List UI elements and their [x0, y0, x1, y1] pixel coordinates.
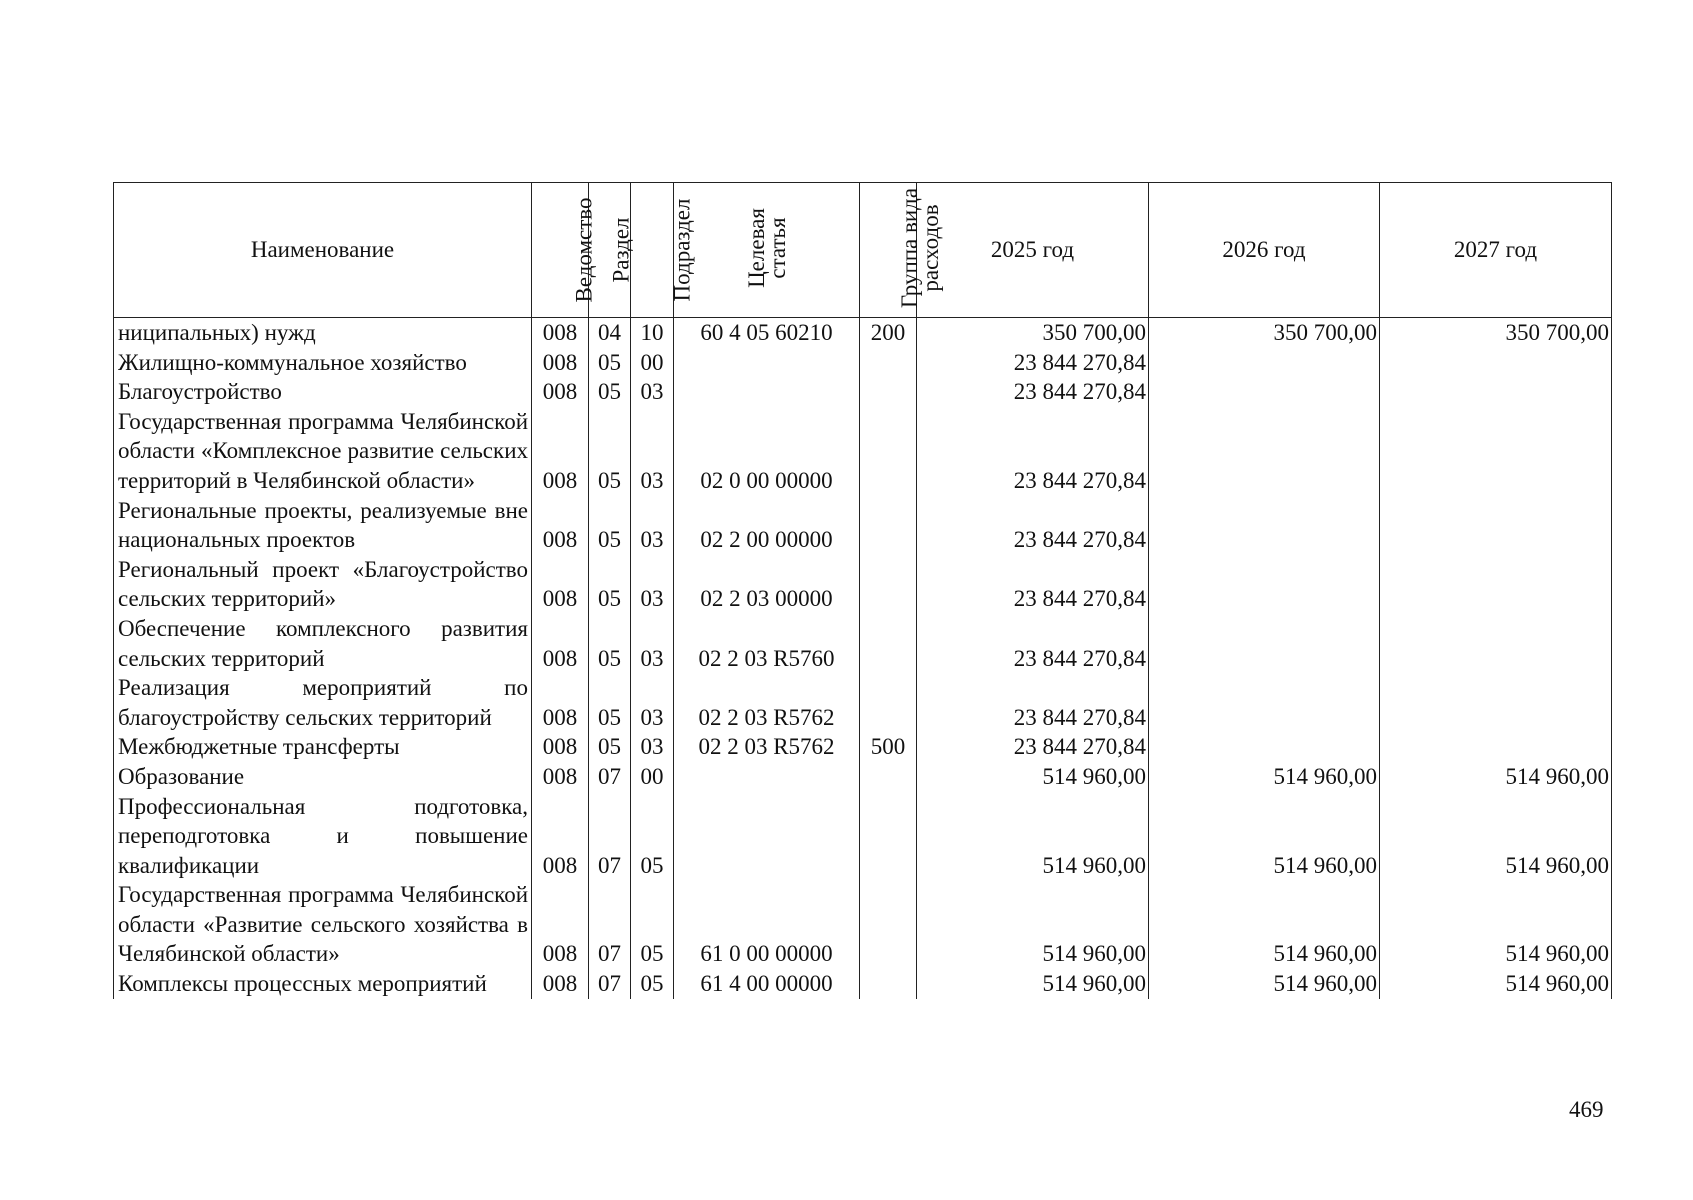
table-row [114, 555, 1612, 614]
cell-section: 07 [589, 762, 631, 792]
cell-2026 [1149, 555, 1380, 614]
cell-2025: 514 960,00 [917, 880, 1149, 969]
cell-name: Благоустройство [114, 377, 532, 407]
header-2026: 2026 год [1149, 183, 1380, 318]
cell-name: Обеспечение комплексного развития сельских территорий [114, 614, 532, 673]
header-expense-group: Группа вида расходов [860, 183, 917, 318]
cell-2027 [1380, 614, 1612, 673]
cell-2027: 514 960,00 [1380, 969, 1612, 999]
cell-2026: 514 960,00 [1149, 969, 1380, 999]
cell-name: Региональный проект «Благоустройство сельских территорий» [114, 555, 532, 614]
header-2025: 2025 год [917, 183, 1149, 318]
cell-subsection: 05 [631, 880, 674, 969]
table-row [114, 673, 1612, 732]
cell-name: Профессиональная подготовка, переподготовка и повышение квалификации [114, 792, 532, 881]
cell-2027: 514 960,00 [1380, 762, 1612, 792]
cell-2025: 23 844 270,84 [917, 407, 1149, 496]
page-number: 469 [1569, 1097, 1604, 1122]
cell-subsection: 03 [631, 407, 674, 496]
cell-target: 60 4 05 60210 [674, 318, 860, 348]
cell-2027 [1380, 555, 1612, 614]
cell-subsection: 05 [631, 792, 674, 881]
table-row [114, 969, 1612, 999]
cell-target [674, 762, 860, 792]
cell-expense-group [860, 969, 917, 999]
cell-2025: 23 844 270,84 [917, 348, 1149, 378]
cell-2025: 514 960,00 [917, 969, 1149, 999]
cell-2025: 23 844 270,84 [917, 614, 1149, 673]
cell-subsection: 10 [631, 318, 674, 348]
cell-section: 05 [589, 673, 631, 732]
cell-name: Межбюджетные трансферты [114, 732, 532, 762]
header-name: Наименование [114, 183, 532, 318]
cell-target [674, 348, 860, 378]
cell-expense-group [860, 792, 917, 881]
cell-expense-group [860, 880, 917, 969]
cell-target: 02 2 03 R5762 [674, 732, 860, 762]
cell-section: 07 [589, 792, 631, 881]
cell-expense-group [860, 673, 917, 732]
cell-section: 07 [589, 880, 631, 969]
cell-subsection: 03 [631, 377, 674, 407]
cell-2027: 514 960,00 [1380, 880, 1612, 969]
cell-2025: 23 844 270,84 [917, 377, 1149, 407]
cell-subsection: 00 [631, 762, 674, 792]
table-row [114, 318, 1612, 348]
cell-section: 05 [589, 496, 631, 555]
table-row [114, 762, 1612, 792]
cell-dept: 008 [532, 880, 589, 969]
cell-2026 [1149, 407, 1380, 496]
cell-section: 05 [589, 614, 631, 673]
table-row [114, 348, 1612, 378]
cell-2026: 514 960,00 [1149, 792, 1380, 881]
table-row [114, 496, 1612, 555]
cell-expense-group [860, 407, 917, 496]
cell-2026: 514 960,00 [1149, 880, 1380, 969]
cell-section: 05 [589, 377, 631, 407]
cell-2025: 23 844 270,84 [917, 496, 1149, 555]
cell-target [674, 377, 860, 407]
cell-section: 05 [589, 732, 631, 762]
cell-subsection: 03 [631, 673, 674, 732]
cell-expense-group [860, 377, 917, 407]
cell-dept: 008 [532, 762, 589, 792]
cell-dept: 008 [532, 555, 589, 614]
cell-section: 07 [589, 969, 631, 999]
cell-expense-group [860, 762, 917, 792]
cell-target: 02 0 00 00000 [674, 407, 860, 496]
cell-name: Региональные проекты, реализуемые вне национальных проектов [114, 496, 532, 555]
budget-table [113, 182, 1612, 999]
cell-dept: 008 [532, 496, 589, 555]
cell-target: 02 2 00 00000 [674, 496, 860, 555]
cell-2027 [1380, 407, 1612, 496]
cell-2025: 23 844 270,84 [917, 732, 1149, 762]
cell-dept: 008 [532, 732, 589, 762]
cell-subsection: 03 [631, 614, 674, 673]
header-dept: Ведомство [532, 183, 589, 318]
cell-2026 [1149, 496, 1380, 555]
cell-2026 [1149, 377, 1380, 407]
cell-2026: 350 700,00 [1149, 318, 1380, 348]
cell-2027 [1380, 348, 1612, 378]
cell-2026: 514 960,00 [1149, 762, 1380, 792]
cell-expense-group [860, 496, 917, 555]
cell-2025: 514 960,00 [917, 762, 1149, 792]
cell-expense-group: 500 [860, 732, 917, 762]
cell-target: 61 0 00 00000 [674, 880, 860, 969]
header-target: Целевая статья [674, 183, 860, 318]
cell-name: Комплексы процессных мероприятий [114, 969, 532, 999]
cell-2025: 23 844 270,84 [917, 673, 1149, 732]
header-2027: 2027 год [1380, 183, 1612, 318]
cell-section: 05 [589, 555, 631, 614]
cell-target: 02 2 03 R5762 [674, 673, 860, 732]
cell-2025: 23 844 270,84 [917, 555, 1149, 614]
cell-2027 [1380, 377, 1612, 407]
cell-2026 [1149, 614, 1380, 673]
cell-subsection: 00 [631, 348, 674, 378]
cell-dept: 008 [532, 377, 589, 407]
cell-name: Государственная программа Челябинской области «Комплексное развитие сельских территорий в Челябинской области» [114, 407, 532, 496]
table-row [114, 880, 1612, 969]
cell-name: Жилищно-коммунальное хозяйство [114, 348, 532, 378]
table-row [114, 614, 1612, 673]
table-row [114, 377, 1612, 407]
cell-name: Реализация мероприятий по благоустройству сельских территорий [114, 673, 532, 732]
cell-2027 [1380, 673, 1612, 732]
cell-2025: 350 700,00 [917, 318, 1149, 348]
cell-section: 04 [589, 318, 631, 348]
cell-subsection: 03 [631, 732, 674, 762]
cell-subsection: 03 [631, 496, 674, 555]
cell-expense-group [860, 348, 917, 378]
cell-dept: 008 [532, 969, 589, 999]
cell-target: 02 2 03 00000 [674, 555, 860, 614]
cell-name: Государственная программа Челябинской области «Развитие сельского хозяйства в Челябинской области» [114, 880, 532, 969]
cell-2026 [1149, 673, 1380, 732]
cell-name: Образование [114, 762, 532, 792]
cell-dept: 008 [532, 673, 589, 732]
cell-subsection: 05 [631, 969, 674, 999]
cell-2027: 514 960,00 [1380, 792, 1612, 881]
cell-section: 05 [589, 407, 631, 496]
cell-target: 61 4 00 00000 [674, 969, 860, 999]
cell-2027: 350 700,00 [1380, 318, 1612, 348]
cell-expense-group: 200 [860, 318, 917, 348]
cell-section: 05 [589, 348, 631, 378]
table-row [114, 407, 1612, 496]
cell-2027 [1380, 496, 1612, 555]
table-body [114, 318, 1612, 999]
cell-dept: 008 [532, 348, 589, 378]
cell-name: ниципальных) нужд [114, 318, 532, 348]
cell-dept: 008 [532, 614, 589, 673]
cell-2025: 514 960,00 [917, 792, 1149, 881]
cell-dept: 008 [532, 407, 589, 496]
cell-2026 [1149, 348, 1380, 378]
cell-target: 02 2 03 R5760 [674, 614, 860, 673]
table-row [114, 732, 1612, 762]
header-section: Раздел [589, 183, 631, 318]
cell-2026 [1149, 732, 1380, 762]
cell-expense-group [860, 614, 917, 673]
table-header [114, 183, 1612, 318]
cell-expense-group [860, 555, 917, 614]
header-subsection: Подраздел [631, 183, 674, 318]
cell-2027 [1380, 732, 1612, 762]
cell-dept: 008 [532, 318, 589, 348]
cell-target [674, 792, 860, 881]
cell-subsection: 03 [631, 555, 674, 614]
cell-dept: 008 [532, 792, 589, 881]
table-row [114, 792, 1612, 881]
